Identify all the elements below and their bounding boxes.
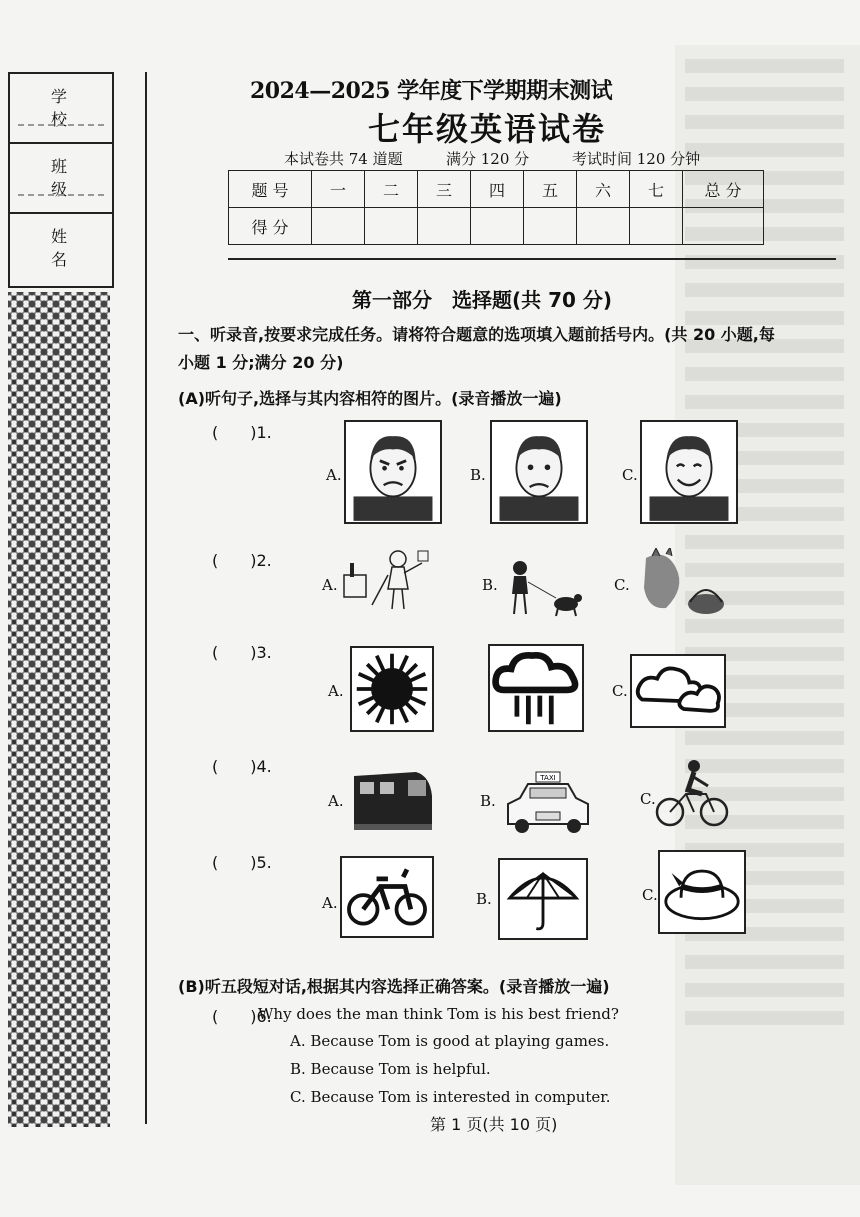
angry-face-icon[interactable] [344, 420, 442, 524]
question-3-number: ( )3. [212, 643, 272, 662]
score-input-cell[interactable] [683, 208, 764, 245]
question-6-text: Why does the man think Tom is his best friend? [258, 1005, 619, 1023]
option-label: B. [482, 576, 498, 594]
page-number: 第 1 页(共 10 页) [430, 1115, 558, 1134]
taxi-icon[interactable] [500, 768, 596, 838]
question-6-choice-b[interactable]: B. Because Tom is helpful. [290, 1060, 491, 1078]
exam-title: 2024—2025 学年度下学期期末测试 [250, 78, 613, 104]
score-table-cell: 题 号 [229, 171, 312, 208]
clouds-icon[interactable] [630, 654, 726, 728]
taxi-sign-text: TAXI [540, 774, 556, 782]
score-table-header-row [229, 171, 764, 208]
option-label: B. [470, 466, 486, 484]
sun-icon[interactable] [350, 646, 434, 732]
question-1-number: ( )1. [212, 423, 272, 442]
option-label: C. [622, 466, 638, 484]
class-label: 班 级 [50, 157, 93, 199]
score-table-cell: 五 [524, 171, 577, 208]
score-table-cell: 一 [312, 171, 365, 208]
score-input-cell[interactable] [365, 208, 418, 245]
name-label: 姓 名 [50, 227, 93, 269]
decorative-pattern-strip [8, 292, 110, 1127]
cat-basket-icon[interactable] [636, 548, 728, 618]
score-table-cell: 四 [471, 171, 524, 208]
option-label: A. [328, 682, 344, 700]
exam-subtitle: 七年级英语试卷 [368, 110, 607, 148]
option-label: C. [612, 682, 628, 700]
score-table-cell: 三 [418, 171, 471, 208]
question-4-number: ( )4. [212, 757, 272, 776]
score-table-cell: 七 [630, 171, 683, 208]
score-input-cell[interactable] [630, 208, 683, 245]
score-input-cell[interactable] [312, 208, 365, 245]
score-table [228, 170, 764, 245]
umbrella-icon[interactable] [498, 858, 588, 940]
option-label: C. [642, 886, 658, 904]
cyclist-icon[interactable] [654, 758, 730, 830]
binding-line [145, 72, 147, 1124]
partA-instruction: (A)听句子,选择与其内容相符的图片。(录音播放一遍) [178, 389, 562, 408]
score-input-cell[interactable] [524, 208, 577, 245]
option-label: A. [322, 894, 338, 912]
question-6-choice-a[interactable]: A. Because Tom is good at playing games. [290, 1032, 610, 1050]
girl-walking-dog-icon[interactable] [500, 558, 584, 618]
train-icon[interactable] [346, 766, 436, 834]
option-label: C. [614, 576, 630, 594]
question-count: 本试卷共 74 道题 [284, 150, 403, 168]
option-label: B. [476, 890, 492, 908]
part1-title: 第一部分 选择题(共 70 分) [352, 288, 613, 312]
option-label: A. [328, 792, 344, 810]
girl-cleaning-icon[interactable] [338, 545, 430, 615]
score-table-cell: 总 分 [683, 171, 764, 208]
score-input-cell[interactable] [418, 208, 471, 245]
school-field [10, 74, 112, 144]
option-label: B. [480, 792, 496, 810]
option-label: A. [322, 576, 338, 594]
score-table-cell: 六 [577, 171, 630, 208]
section1-instruction-line1: 一、听录音,按要求完成任务。请将符合题意的选项填入题前括号内。(共 20 小题,每 [178, 325, 775, 344]
section1-instruction-line2: 小题 1 分;满分 20 分) [178, 353, 344, 372]
score-row-label: 得 分 [229, 208, 312, 245]
name-field [10, 214, 112, 284]
question-2-number: ( )2. [212, 551, 272, 570]
score-table-score-row [229, 208, 764, 245]
score-table-cell: 二 [365, 171, 418, 208]
score-input-cell[interactable] [577, 208, 630, 245]
question-6-choice-c[interactable]: C. Because Tom is interested in computer. [290, 1088, 611, 1106]
full-score: 满分 120 分 [446, 150, 530, 168]
score-input-cell[interactable] [471, 208, 524, 245]
header-divider [228, 258, 836, 260]
school-label: 学 校 [50, 87, 93, 129]
option-label: A. [326, 466, 342, 484]
question-5-number: ( )5. [212, 853, 272, 872]
hat-icon[interactable] [658, 850, 746, 934]
class-field [10, 144, 112, 214]
bicycle-icon[interactable] [340, 856, 434, 938]
smiling-face-icon[interactable] [640, 420, 738, 524]
option-label: C. [640, 790, 656, 808]
sad-face-icon[interactable] [490, 420, 588, 524]
question-6-number: ( )6. [212, 1007, 272, 1026]
rain-cloud-icon[interactable] [488, 644, 584, 732]
partB-instruction: (B)听五段短对话,根据其内容选择正确答案。(录音播放一遍) [178, 977, 610, 996]
exam-duration: 考试时间 120 分钟 [572, 150, 701, 168]
student-info-box [8, 72, 114, 288]
